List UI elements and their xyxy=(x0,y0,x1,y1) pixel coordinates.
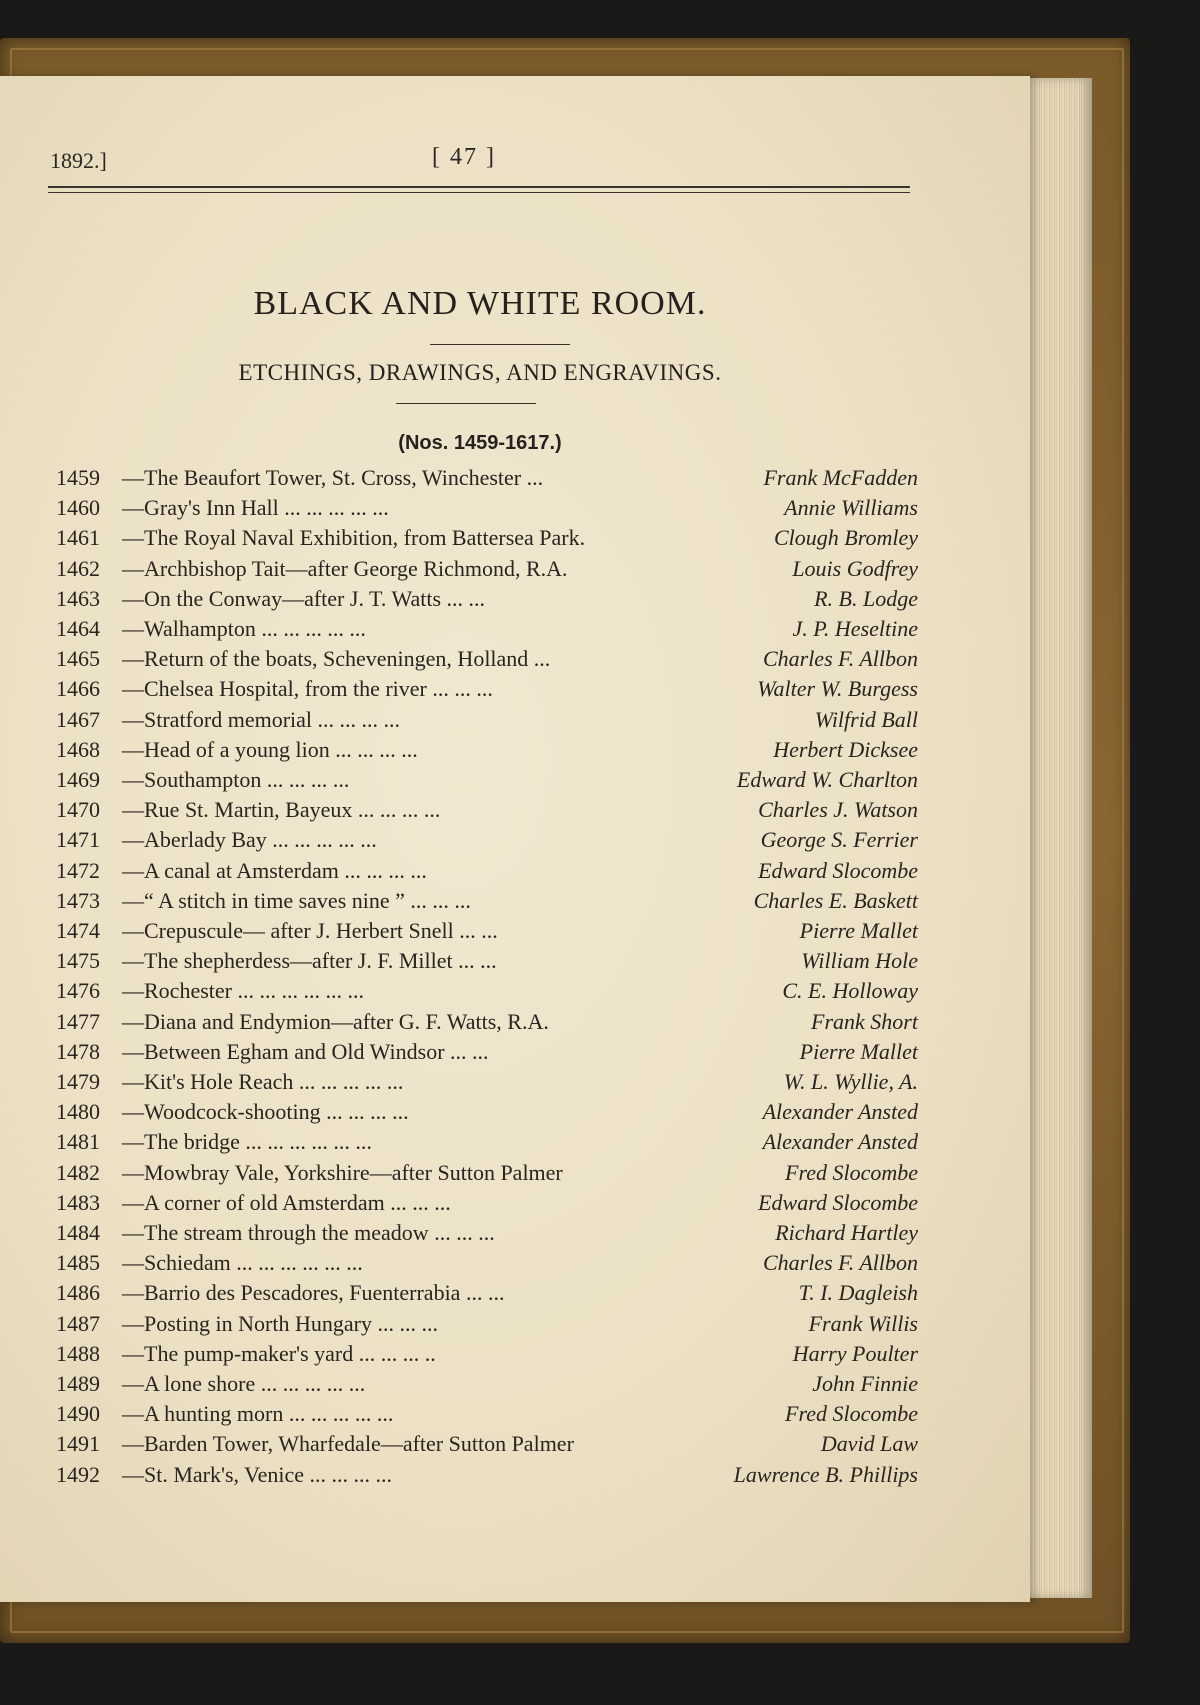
list-item xyxy=(56,525,918,555)
list-item xyxy=(56,676,918,706)
entry-title: —Return of the boats, Scheveningen, Holland ... xyxy=(122,646,551,672)
list-item xyxy=(56,1311,918,1341)
list-item xyxy=(56,797,918,827)
entry-artist: Annie Williams xyxy=(784,495,918,521)
list-item xyxy=(56,1160,918,1190)
entry-number: 1489 xyxy=(56,1371,100,1396)
entry-artist: J. P. Heseltine xyxy=(792,616,918,641)
list-item xyxy=(56,978,918,1008)
entry-number: 1481 xyxy=(56,1129,100,1155)
entry-number: 1467 xyxy=(56,706,100,732)
header-rule-top xyxy=(48,186,910,188)
page-edges xyxy=(1020,78,1092,1598)
entry-title: —Barrio des Pescadores, Fuenterrabia ... ... xyxy=(122,1280,505,1306)
entry-number: 1478 xyxy=(56,1038,100,1064)
entry-title: —A canal at Amsterdam ... ... ... ... xyxy=(122,857,427,883)
subtitle-rule xyxy=(396,403,536,404)
list-item xyxy=(56,1220,918,1250)
entry-artist: William Hole xyxy=(801,948,918,974)
entry-title: —Chelsea Hospital, from the river ... ... ... xyxy=(122,676,493,702)
number-range: (Nos. 1459-1617.) xyxy=(398,432,562,454)
entry-number: 1472 xyxy=(56,857,100,883)
entry-title: —Head of a young lion ... ... ... ... xyxy=(122,736,418,762)
list-item xyxy=(56,948,918,978)
entry-title: —Rue St. Martin, Bayeux ... ... ... ... xyxy=(122,797,441,823)
list-item xyxy=(56,1099,918,1129)
list-item xyxy=(56,1371,918,1401)
entry-artist: Louis Godfrey xyxy=(792,555,918,581)
entry-title: —A corner of old Amsterdam ... ... ... xyxy=(122,1189,451,1215)
entry-title: —Diana and Endymion—after G. F. Watts, R.A. xyxy=(122,1008,549,1034)
entry-title: —A hunting morn ... ... ... ... ... xyxy=(122,1401,394,1427)
entry-title: —Mowbray Vale, Yorkshire—after Sutton Palmer xyxy=(122,1159,563,1185)
entry-artist: C. E. Holloway xyxy=(782,978,918,1004)
entry-number: 1468 xyxy=(56,736,100,762)
entry-artist: Edward Slocombe xyxy=(758,857,918,883)
list-item xyxy=(56,737,918,767)
list-item xyxy=(56,707,918,737)
entry-title: —“ A stitch in time saves nine ” ... ... ... xyxy=(122,887,471,913)
entry-number: 1469 xyxy=(56,767,100,792)
list-item xyxy=(56,858,918,888)
entry-title: —A lone shore ... ... ... ... ... xyxy=(122,1371,366,1396)
entry-title: —The Royal Naval Exhibition, from Battersea Park. xyxy=(122,525,586,551)
entry-number: 1464 xyxy=(56,616,100,641)
entry-artist: Pierre Mallet xyxy=(799,1038,918,1064)
entry-number: 1490 xyxy=(56,1401,100,1427)
entry-number: 1462 xyxy=(56,555,100,581)
entry-artist: Alexander Ansted xyxy=(762,1099,918,1125)
entry-artist: Charles E. Baskett xyxy=(753,887,918,913)
entry-number: 1486 xyxy=(56,1280,100,1306)
list-item xyxy=(56,495,918,525)
entry-artist: David Law xyxy=(820,1431,918,1457)
entry-number: 1484 xyxy=(56,1220,100,1245)
list-item xyxy=(56,1190,918,1220)
entry-artist: Alexander Ansted xyxy=(762,1129,918,1155)
list-item xyxy=(56,767,918,797)
entry-number: 1491 xyxy=(56,1431,100,1457)
header-year: 1892.] xyxy=(50,148,107,173)
entry-number: 1474 xyxy=(56,918,100,943)
entry-title: —Southampton ... ... ... ... xyxy=(122,767,350,792)
list-item xyxy=(56,1069,918,1099)
list-item xyxy=(56,918,918,948)
list-item xyxy=(56,1009,918,1039)
entry-artist: T. I. Dagleish xyxy=(798,1280,918,1306)
entry-artist: Richard Hartley xyxy=(775,1220,918,1245)
entry-title: —Posting in North Hungary ... ... ... xyxy=(122,1310,438,1336)
list-item xyxy=(56,465,918,495)
entry-number: 1470 xyxy=(56,797,100,823)
entry-number: 1492 xyxy=(56,1461,100,1487)
entry-title: —Crepuscule— after J. Herbert Snell ... ... xyxy=(122,918,498,943)
entry-artist: John Finnie xyxy=(812,1371,918,1396)
list-item xyxy=(56,646,918,676)
list-item xyxy=(56,1250,918,1280)
entry-number: 1463 xyxy=(56,585,100,611)
entry-number: 1466 xyxy=(56,676,100,702)
entry-number: 1465 xyxy=(56,646,100,672)
entry-number: 1461 xyxy=(56,525,100,551)
entry-artist: George S. Ferrier xyxy=(760,827,918,853)
entry-artist: Fred Slocombe xyxy=(785,1401,918,1427)
entry-artist: Lawrence B. Phillips xyxy=(733,1461,918,1487)
entry-artist: Frank Willis xyxy=(808,1310,918,1336)
entry-title: —Kit's Hole Reach ... ... ... ... ... xyxy=(122,1069,404,1094)
page-number: [ 47 ] xyxy=(432,144,496,170)
entry-title: —Aberlady Bay ... ... ... ... ... xyxy=(122,827,377,853)
entry-number: 1485 xyxy=(56,1250,100,1276)
section-subtitle: ETCHINGS, DRAWINGS, AND ENGRAVINGS. xyxy=(238,360,722,385)
list-item xyxy=(56,1341,918,1371)
entry-number: 1471 xyxy=(56,827,100,853)
entry-artist: Charles F. Allbon xyxy=(762,1250,918,1276)
entry-title: —Gray's Inn Hall ... ... ... ... ... xyxy=(122,495,389,521)
entry-artist: R. B. Lodge xyxy=(814,585,918,611)
entry-artist: Walter W. Burgess xyxy=(757,676,918,702)
entry-artist: Herbert Dicksee xyxy=(773,736,918,762)
list-item xyxy=(56,827,918,857)
entry-title: —The bridge ... ... ... ... ... ... xyxy=(122,1129,372,1155)
entry-title: —Between Egham and Old Windsor ... ... xyxy=(122,1038,489,1064)
entry-number: 1479 xyxy=(56,1069,100,1094)
entry-title: —The stream through the meadow ... ... ... xyxy=(122,1220,495,1245)
entry-number: 1476 xyxy=(56,978,100,1004)
entry-title: —The shepherdess—after J. F. Millet ... ... xyxy=(122,948,497,974)
entry-title: —Barden Tower, Wharfedale—after Sutton Palmer xyxy=(122,1431,574,1457)
header-rule-bottom xyxy=(48,192,910,193)
entry-number: 1483 xyxy=(56,1189,100,1215)
entry-number: 1477 xyxy=(56,1008,100,1034)
entry-artist: Edward W. Charlton xyxy=(736,767,918,792)
running-header xyxy=(50,74,910,184)
entry-number: 1460 xyxy=(56,495,100,521)
entry-artist: Wilfrid Ball xyxy=(814,706,918,732)
entry-artist: Frank Short xyxy=(811,1008,918,1034)
list-item xyxy=(56,1462,918,1492)
list-item xyxy=(56,1129,918,1159)
entry-title: —The Beaufort Tower, St. Cross, Winchester ... xyxy=(122,465,544,490)
entry-title: —St. Mark's, Venice ... ... ... ... xyxy=(122,1461,392,1487)
title-rule xyxy=(430,344,570,345)
entry-number: 1488 xyxy=(56,1340,100,1366)
list-item xyxy=(56,616,918,646)
entry-title: —Woodcock-shooting ... ... ... ... xyxy=(122,1099,409,1125)
entry-title: —Schiedam ... ... ... ... ... ... xyxy=(122,1250,363,1276)
entry-number: 1487 xyxy=(56,1310,100,1336)
list-item xyxy=(56,586,918,616)
entry-title: —Archbishop Tait—after George Richmond, R.A. xyxy=(122,555,568,581)
list-item xyxy=(56,1401,918,1431)
entry-number: 1473 xyxy=(56,887,100,913)
entry-artist: Frank McFadden xyxy=(763,465,918,490)
list-item xyxy=(56,1431,918,1461)
entry-artist: Charles J. Watson xyxy=(758,797,918,823)
entry-title: —Rochester ... ... ... ... ... ... xyxy=(122,978,364,1004)
entry-artist: Charles F. Allbon xyxy=(762,646,918,672)
entry-title: —The pump-maker's yard ... ... ... .. xyxy=(122,1340,436,1366)
entry-number: 1482 xyxy=(56,1159,100,1185)
entry-artist: Harry Poulter xyxy=(792,1340,918,1366)
entry-title: —Stratford memorial ... ... ... ... xyxy=(122,706,401,732)
entry-artist: Edward Slocombe xyxy=(758,1189,918,1215)
list-item xyxy=(56,556,918,586)
entry-title: —Walhampton ... ... ... ... ... xyxy=(122,616,366,641)
list-item xyxy=(56,1280,918,1310)
entry-artist: Pierre Mallet xyxy=(799,918,918,943)
list-item xyxy=(56,1039,918,1069)
entry-number: 1475 xyxy=(56,948,100,974)
entry-artist: Fred Slocombe xyxy=(785,1159,918,1185)
list-item xyxy=(56,888,918,918)
entry-artist: W. L. Wyllie, A. xyxy=(783,1069,918,1094)
section-title: BLACK AND WHITE ROOM. xyxy=(253,285,707,322)
entry-artist: Clough Bromley xyxy=(774,525,918,551)
entry-number: 1480 xyxy=(56,1099,100,1125)
entry-number: 1459 xyxy=(56,465,100,490)
entry-title: —On the Conway—after J. T. Watts ... ... xyxy=(122,585,486,611)
